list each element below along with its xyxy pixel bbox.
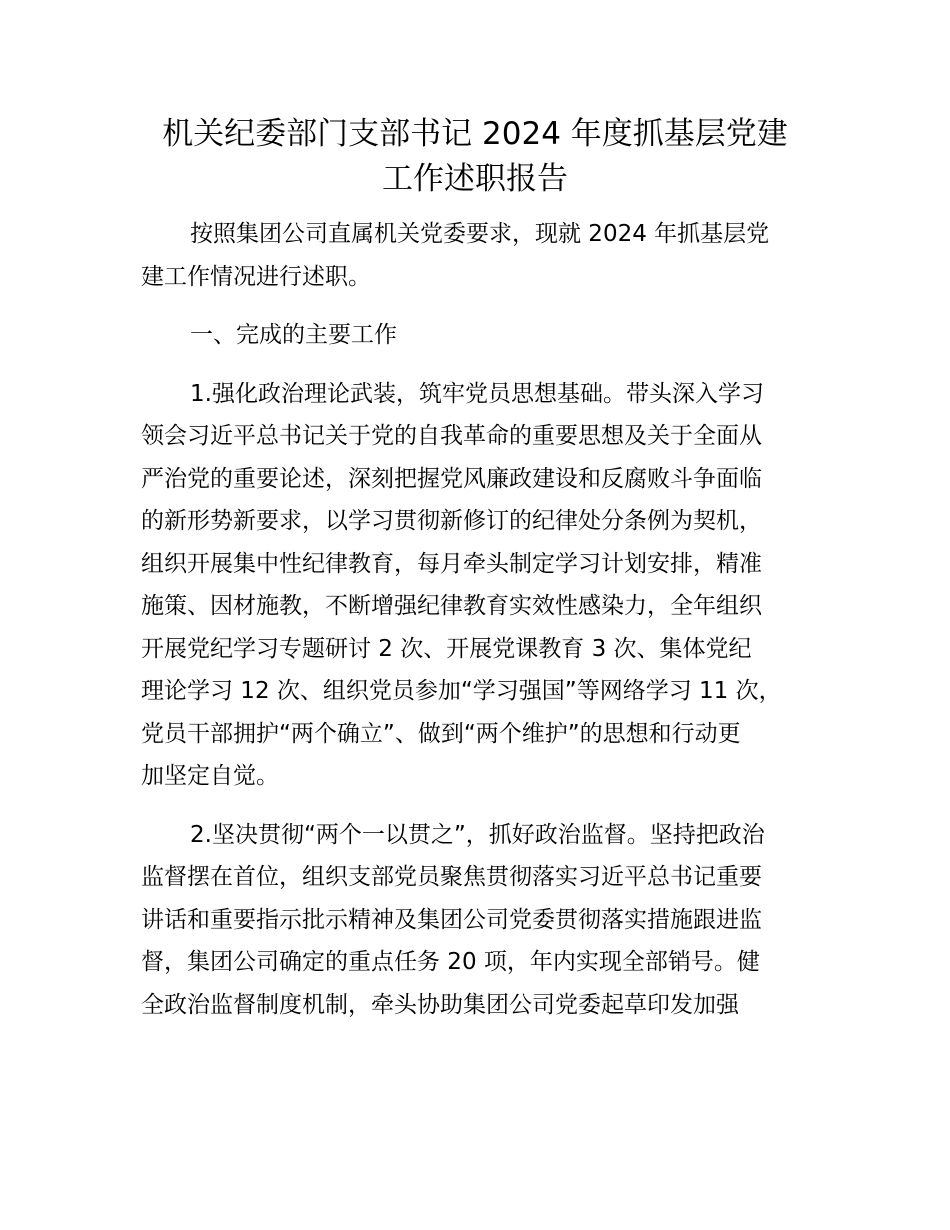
- paragraph-line: 加坚定自觉。: [141, 763, 279, 789]
- section-heading: [141, 314, 837, 357]
- paragraph-line: 1.强化政治理论武装，筑牢党员思想基础。带头深入学习: [190, 380, 764, 407]
- paragraph-line: 严治党的重要论述，深刻把握党风廉政建设和反腐败斗争面临: [141, 465, 762, 492]
- paragraph-line: 监督摆在首位，组织支部党员聚焦贯彻落实习近平总书记重要: [141, 864, 762, 890]
- paragraph-line: 党员干部拥护“两个确立”、做到“两个维护”的思想和行动更: [141, 720, 741, 747]
- document-body: [141, 213, 837, 1026]
- paragraph-line: 建工作情况进行述职。: [141, 263, 371, 290]
- paragraph-line: 理论学习 12 次、组织党员参加“学习强国”等网络学习 11 次，: [141, 678, 782, 704]
- paragraph-line: 组织开展集中性纪律教育，每月牵头制定学习计划安排，精准: [141, 550, 762, 577]
- item-1-paragraph: [141, 373, 837, 798]
- paragraph-line: 领会习近平总书记关于党的自我革命的重要思想及关于全面从: [141, 423, 762, 449]
- paragraph-line: 施策、因材施教，不断增强纪律教育实效性感染力，全年组织: [141, 593, 762, 619]
- paragraph-line: 按照集团公司直属机关党委要求，现就 2024 年抓基层党: [190, 221, 770, 247]
- section-heading-text: 一、完成的主要工作: [190, 322, 397, 348]
- paragraph-line: 开展党纪学习专题研讨 2 次、开展党课教育 3 次、集体党纪: [141, 635, 752, 662]
- paragraph-line: 全政治监督制度机制，牵头协助集团公司党委起草印发加强: [141, 991, 739, 1018]
- intro-paragraph: [141, 213, 837, 298]
- paragraph-line: 2.坚决贯彻“两个一以贯之”，抓好政治监督。坚持把政治: [190, 821, 765, 848]
- document-title: [100, 112, 850, 202]
- title-line: 工作述职报告: [382, 161, 568, 197]
- paragraph-line: 讲话和重要指示批示精神及集团公司党委贯彻落实措施跟进监: [141, 906, 762, 933]
- title-line: 机关纪委部门支部书记 2024 年度抓基层党建: [162, 116, 788, 152]
- paragraph-line: 督，集团公司确定的重点任务 20 项，年内实现全部销号。健: [141, 949, 760, 975]
- paragraph-line: 的新形势新要求，以学习贯彻新修订的纪律处分条例为契机，: [141, 508, 762, 534]
- item-2-paragraph: [141, 814, 837, 1027]
